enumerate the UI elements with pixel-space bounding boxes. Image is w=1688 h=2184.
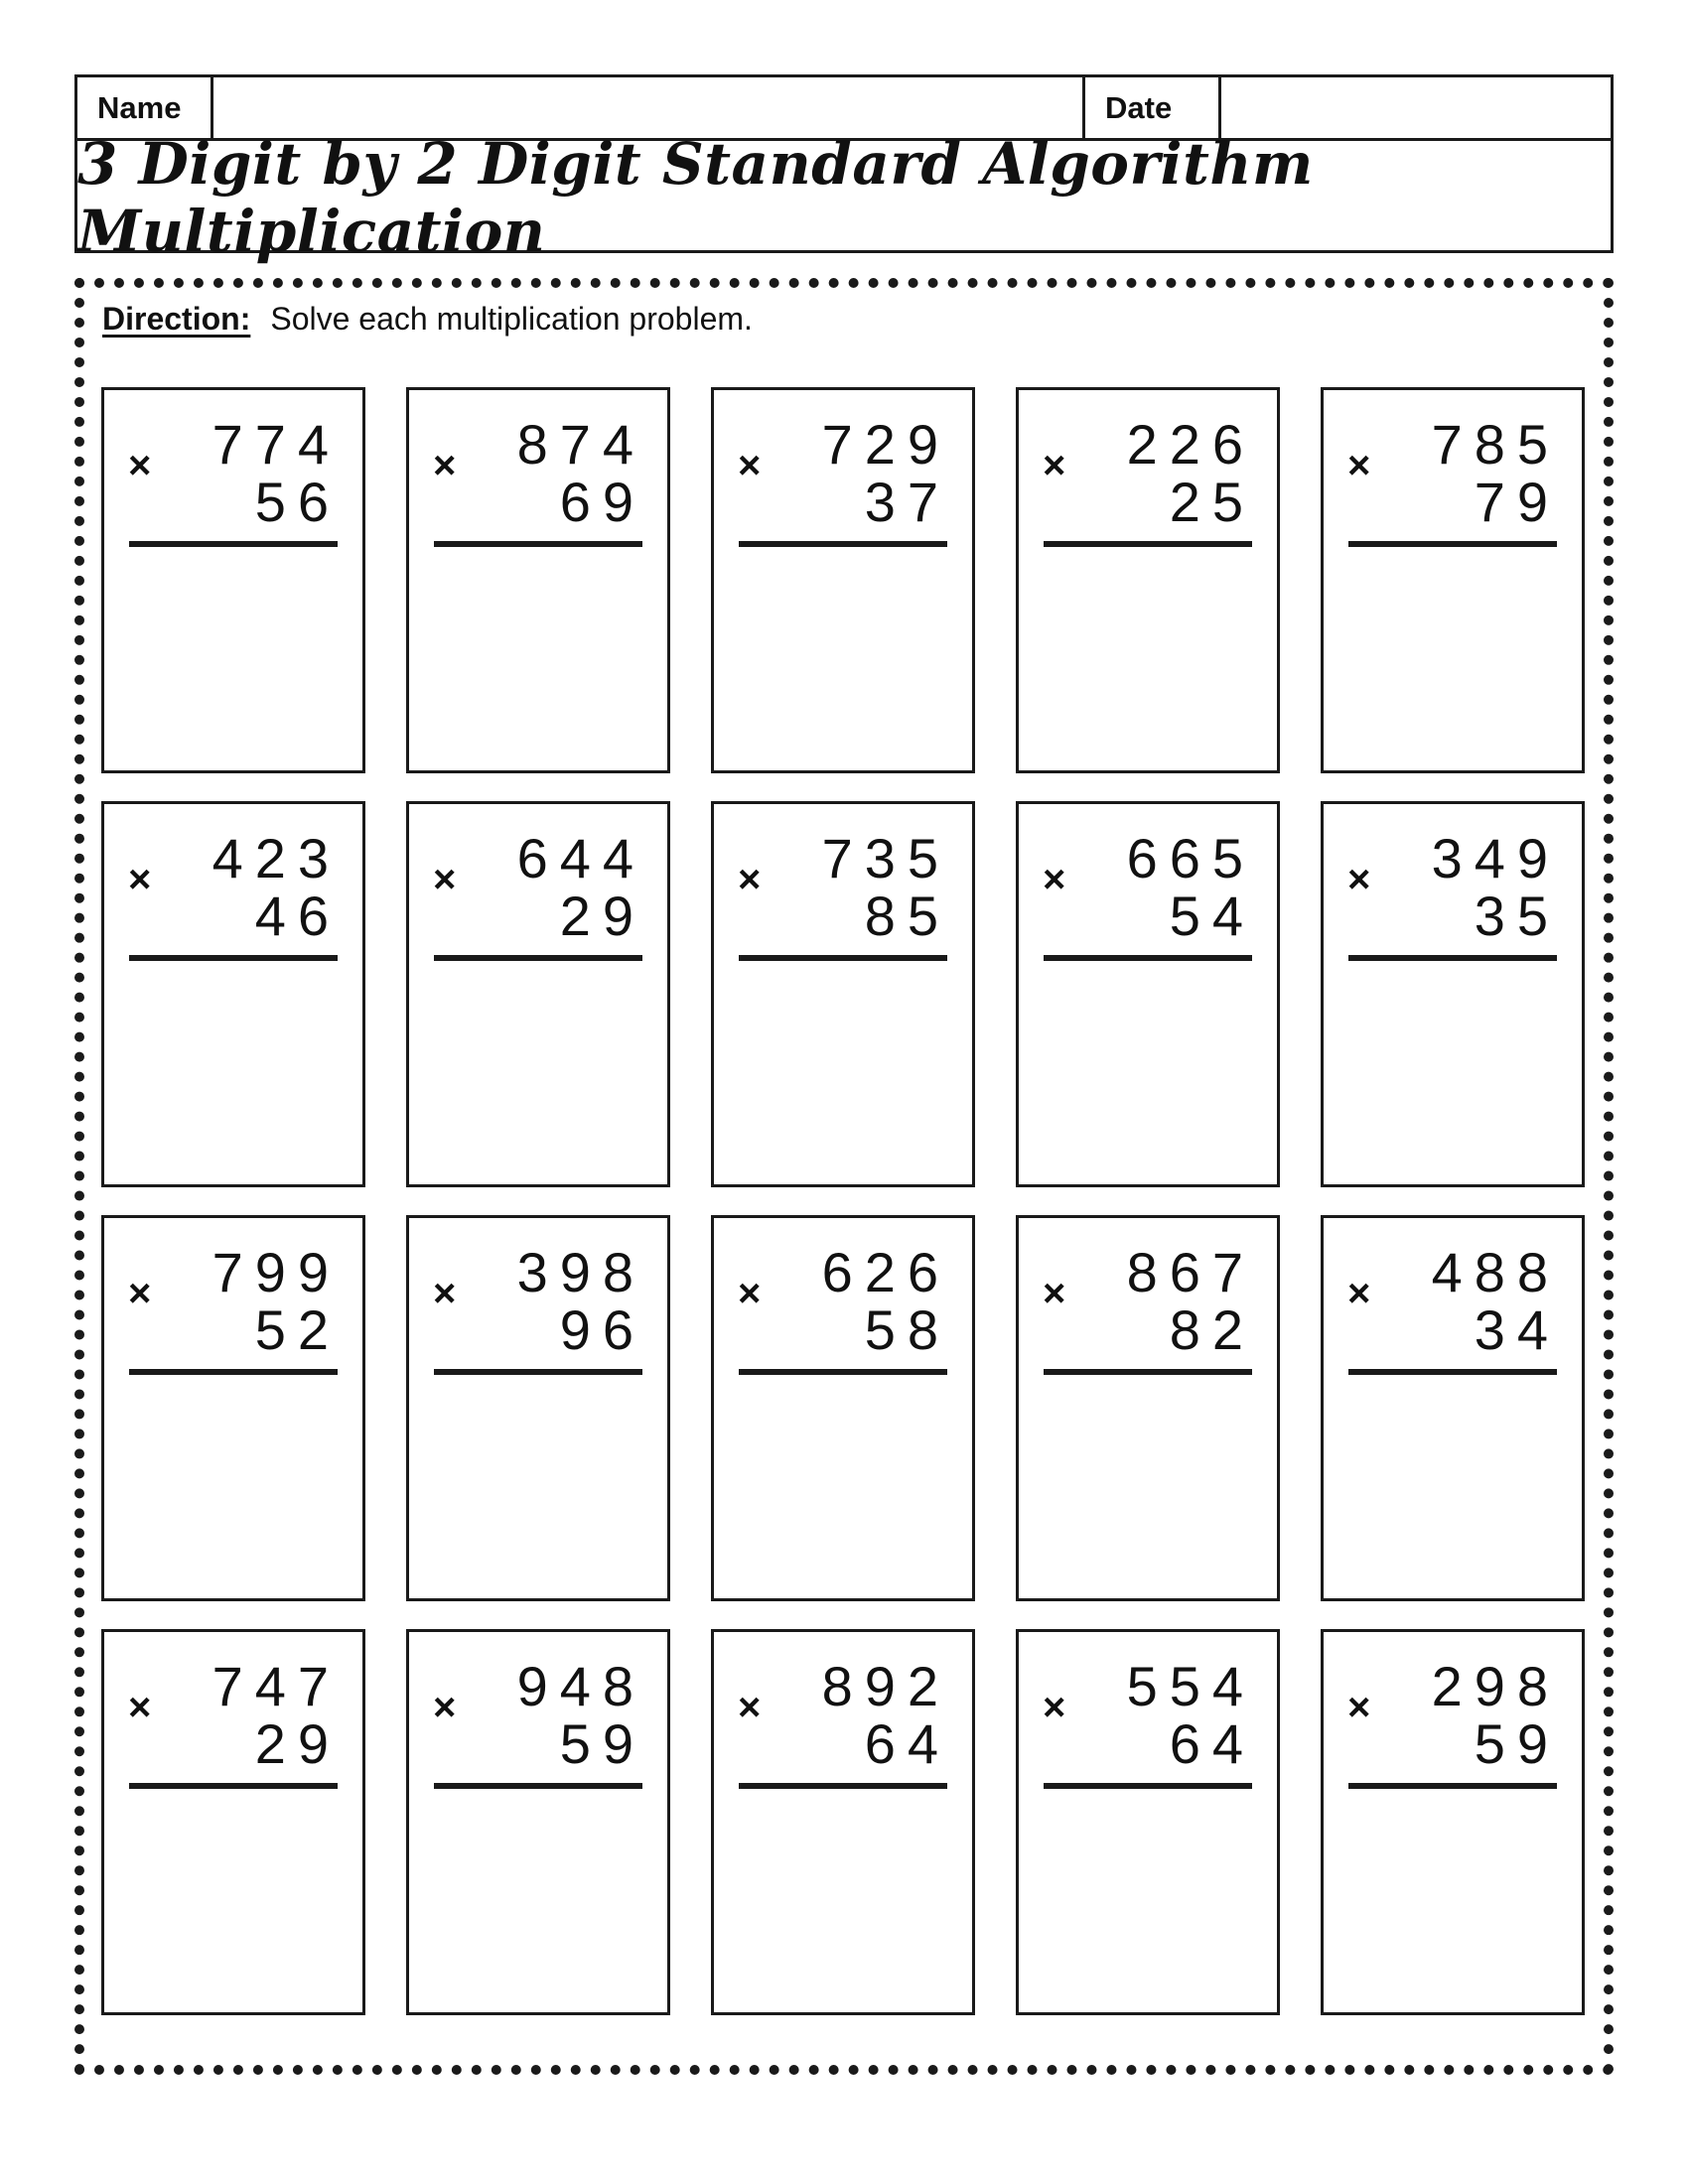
multiplicand: 948 [516,1655,645,1717]
worksheet-header [74,74,1614,265]
multiplicand: 785 [1431,413,1560,476]
multiplicand: 735 [821,827,950,889]
multiply-sign: × [738,1272,762,1315]
answer-line [739,1369,947,1375]
problem-box[interactable] [101,387,365,773]
multiplier: 25 [1169,471,1255,533]
multiplier: 56 [254,471,341,533]
answer-line [1044,1369,1252,1375]
multiplier: 52 [254,1298,341,1361]
multiplier: 64 [1169,1712,1255,1775]
multiplier: 59 [559,1712,645,1775]
multiply-sign: × [128,444,152,487]
multiplicand: 554 [1126,1655,1255,1717]
multiplier: 54 [1169,885,1255,947]
answer-line [1348,1369,1557,1375]
multiplier: 58 [864,1298,950,1361]
multiply-sign: × [1043,1272,1066,1315]
multiplicand: 298 [1431,1655,1560,1717]
multiplicand: 398 [516,1241,645,1303]
answer-line [129,1369,338,1375]
multiplicand: 349 [1431,827,1560,889]
problem-box[interactable] [1321,1215,1585,1601]
multiply-sign: × [738,1686,762,1729]
multiply-sign: × [1043,1686,1066,1729]
answer-line [739,955,947,961]
problem-box[interactable] [1321,1629,1585,2015]
answer-line [129,955,338,961]
multiplier: 64 [864,1712,950,1775]
multiplicand: 423 [211,827,341,889]
multiply-sign: × [433,1272,457,1315]
worksheet-title: 3 Digit by 2 Digit Standard Algorithm Multiplication [77,129,1314,265]
problem-box[interactable] [406,801,670,1187]
multiply-sign: × [433,858,457,901]
multiply-sign: × [433,444,457,487]
answer-line [129,1783,338,1789]
multiplier: 29 [559,885,645,947]
answer-line [434,1783,642,1789]
multiplicand: 874 [516,413,645,476]
answer-line [1348,1783,1557,1789]
multiplier: 96 [559,1298,645,1361]
answer-line [1044,955,1252,961]
problem-box[interactable] [406,387,670,773]
answer-line [1044,1783,1252,1789]
multiplicand: 226 [1126,413,1255,476]
problem-box[interactable] [406,1215,670,1601]
multiply-sign: × [738,858,762,901]
answer-line [1348,541,1557,547]
answer-line [1348,955,1557,961]
answer-line [434,541,642,547]
direction-text: Solve each multiplication problem. [270,301,753,337]
multiplicand: 665 [1126,827,1255,889]
direction-label: Direction: [102,301,251,337]
multiply-sign: × [1347,1686,1371,1729]
multiplier: 46 [254,885,341,947]
problem-box[interactable] [101,801,365,1187]
problem-box[interactable] [711,1629,975,2015]
multiplier: 35 [1474,885,1560,947]
multiplier: 34 [1474,1298,1560,1361]
answer-line [739,1783,947,1789]
problem-box[interactable] [1016,1629,1280,2015]
problem-box[interactable] [1321,801,1585,1187]
multiplicand: 644 [516,827,645,889]
name-label: Name [77,77,213,138]
multiplier: 69 [559,471,645,533]
multiplier: 79 [1474,471,1560,533]
answer-line [434,1369,642,1375]
date-label: Date [1085,77,1221,138]
problem-box[interactable] [711,1215,975,1601]
problem-box[interactable] [406,1629,670,2015]
problem-box[interactable] [1321,387,1585,773]
problem-box[interactable] [711,801,975,1187]
multiplier: 59 [1474,1712,1560,1775]
multiply-sign: × [128,858,152,901]
multiply-sign: × [128,1272,152,1315]
multiplier: 37 [864,471,950,533]
answer-line [129,541,338,547]
multiply-sign: × [1347,1272,1371,1315]
multiplicand: 867 [1126,1241,1255,1303]
multiplicand: 799 [211,1241,341,1303]
multiply-sign: × [433,1686,457,1729]
multiply-sign: × [1043,858,1066,901]
problem-box[interactable] [101,1215,365,1601]
problem-box[interactable] [1016,387,1280,773]
problem-box[interactable] [101,1629,365,2015]
multiplicand: 488 [1431,1241,1560,1303]
multiplier: 82 [1169,1298,1255,1361]
problem-box[interactable] [711,387,975,773]
multiplier: 85 [864,885,950,947]
problem-grid [101,387,1585,2015]
multiplicand: 729 [821,413,950,476]
multiply-sign: × [1347,858,1371,901]
multiplicand: 747 [211,1655,341,1717]
multiply-sign: × [128,1686,152,1729]
answer-line [1044,541,1252,547]
multiplicand: 774 [211,413,341,476]
multiply-sign: × [1043,444,1066,487]
problem-box[interactable] [1016,1215,1280,1601]
multiply-sign: × [738,444,762,487]
answer-line [739,541,947,547]
multiply-sign: × [1347,444,1371,487]
problem-box[interactable] [1016,801,1280,1187]
multiplier: 29 [254,1712,341,1775]
multiplicand: 626 [821,1241,950,1303]
direction-line [102,301,753,338]
answer-line [434,955,642,961]
multiplicand: 892 [821,1655,950,1717]
